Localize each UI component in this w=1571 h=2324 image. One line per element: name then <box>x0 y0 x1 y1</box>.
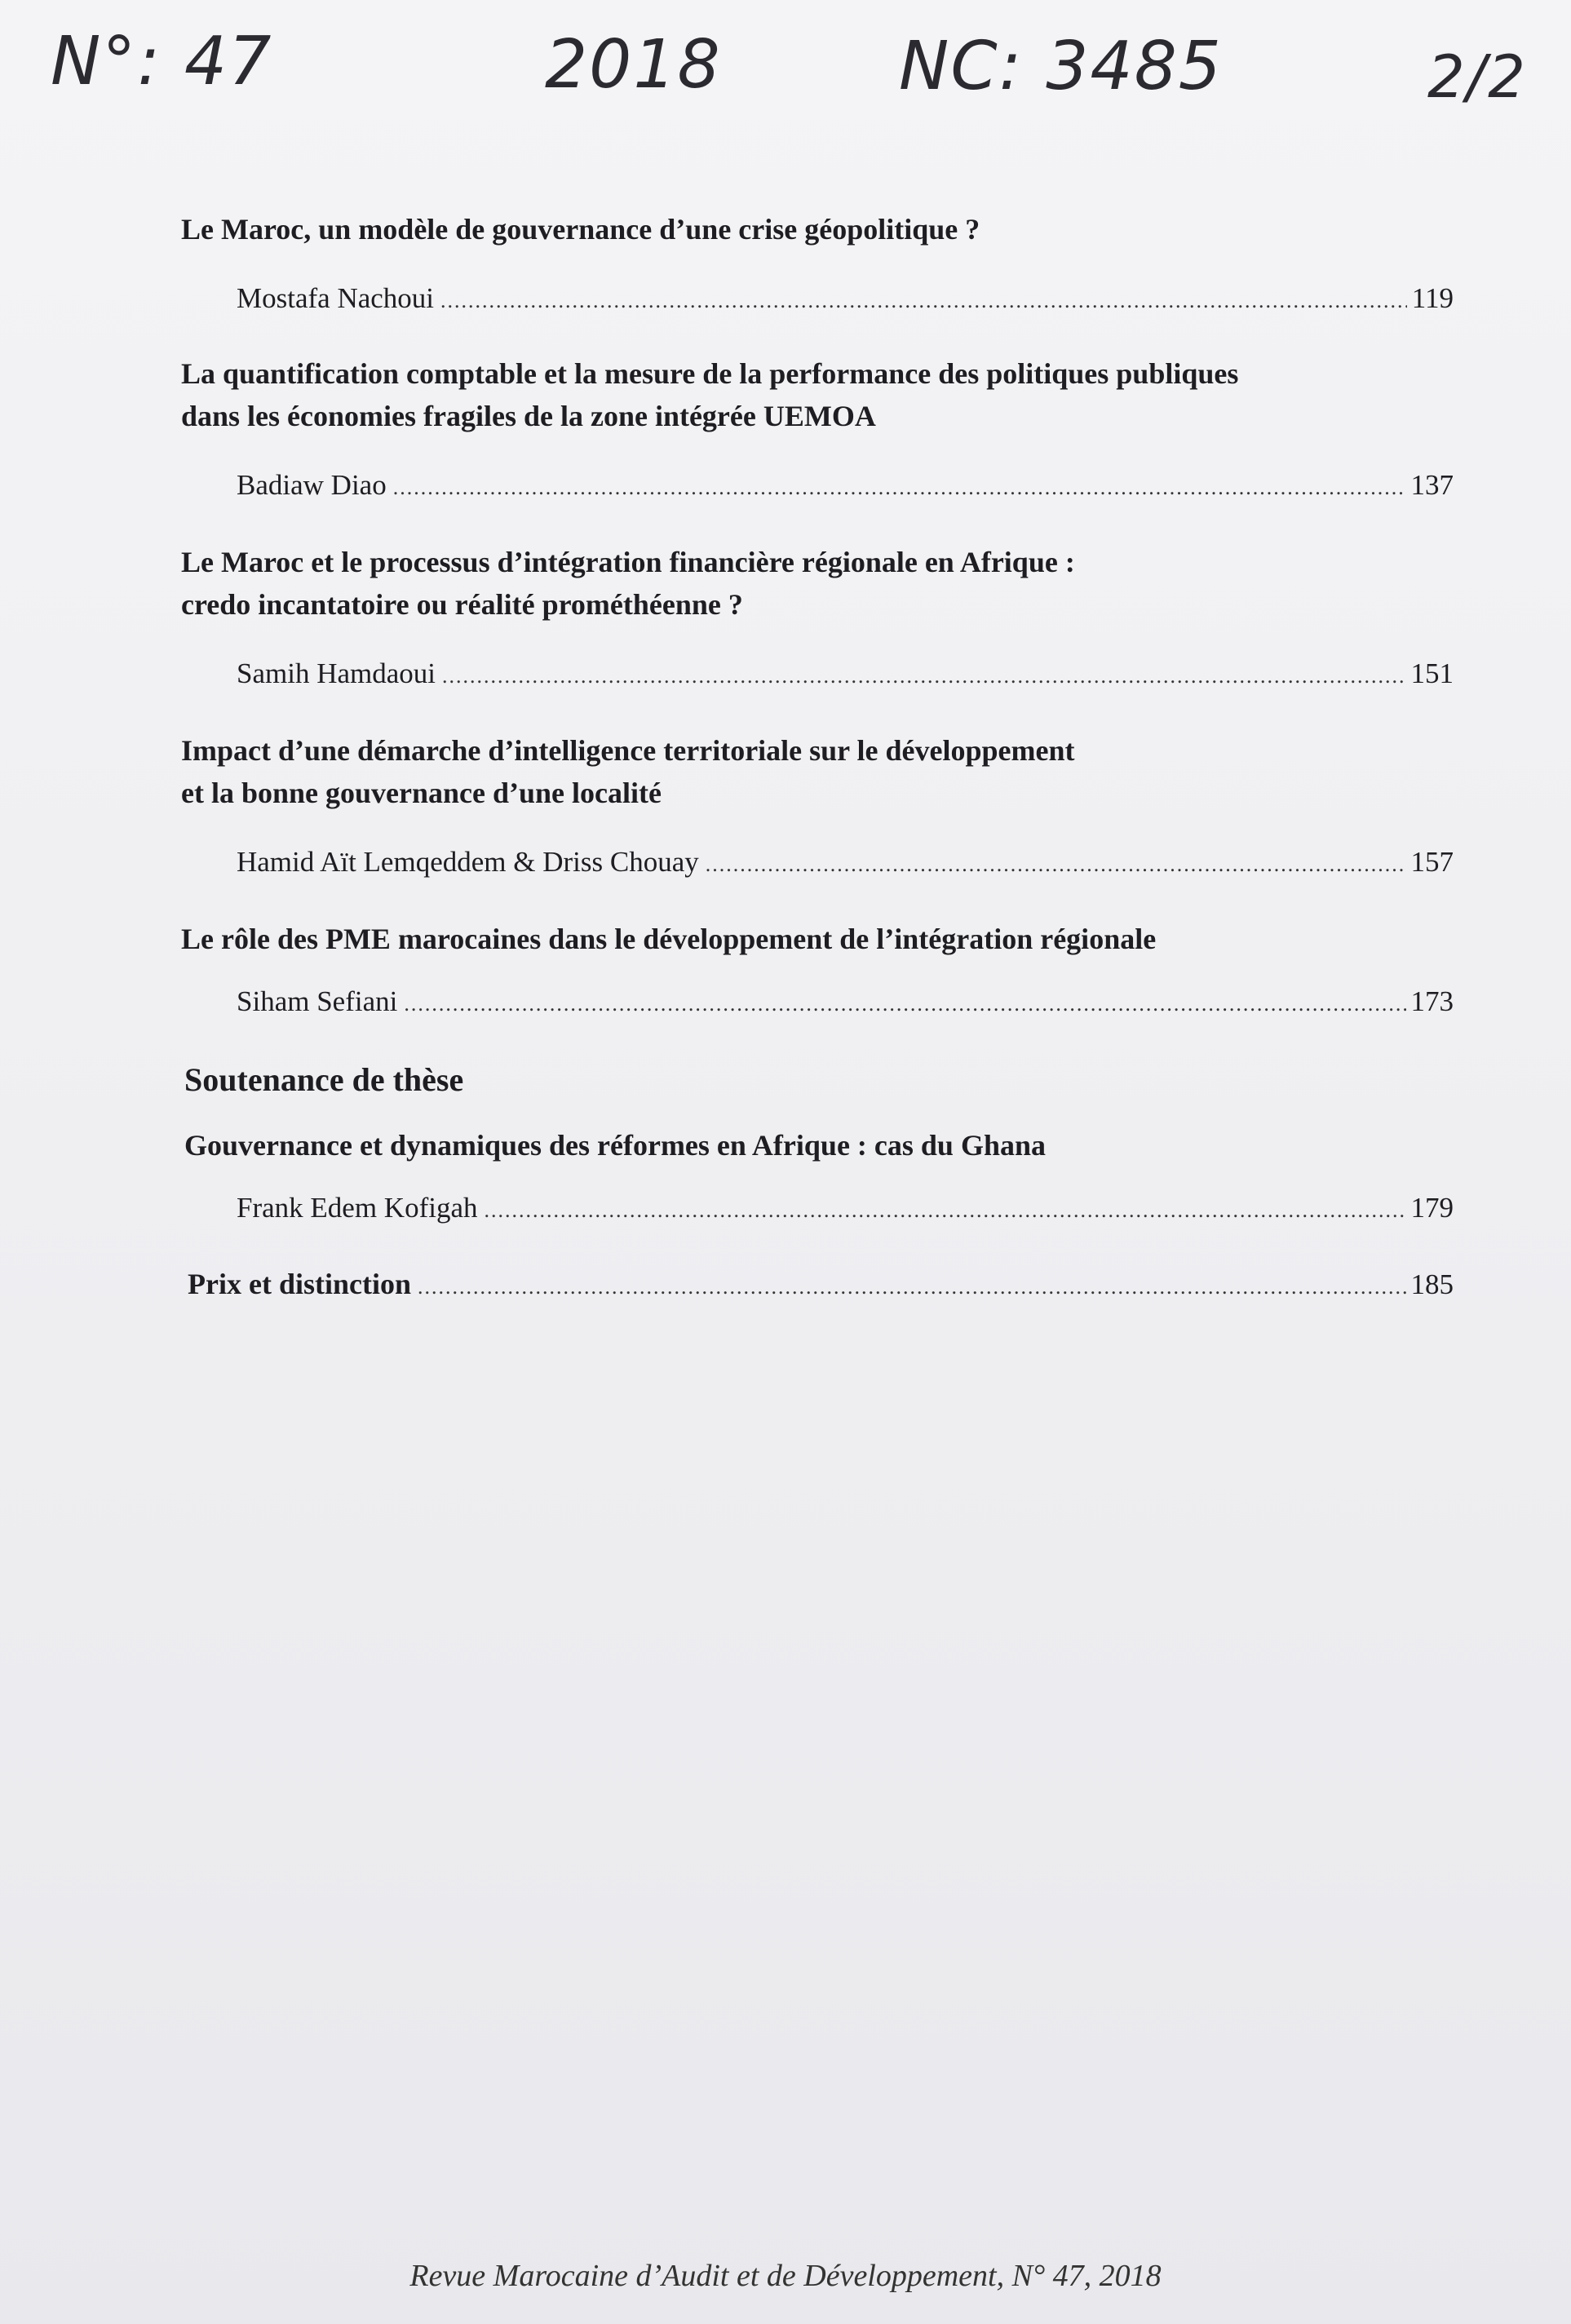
entry-author-line <box>237 981 1454 1025</box>
journal-footer: Revue Marocaine d’Audit et de Développement, N° 47, 2018 <box>409 2259 1162 2293</box>
entry-title: La quantification comptable et la mesure de la performance des politiques publiques dans les économies fragiles de la zone intégrée UEMOA <box>181 357 1239 432</box>
entry-page: 137 <box>1410 469 1454 501</box>
entry-title: Le rôle des PME marocaines dans le développement de l’intégration régionale <box>181 923 1157 955</box>
entry-author: Samih Hamdaoui <box>237 657 436 689</box>
entry-author-line <box>237 1188 1454 1231</box>
toc-entry-prix <box>188 1264 1454 1308</box>
entry-author: Hamid Aït Lemqeddem & Driss Chouay <box>237 846 699 878</box>
handwritten-year: 2018 <box>545 26 722 104</box>
handwritten-annotations <box>0 23 1571 113</box>
handwritten-issue-number: N°: 47 <box>51 23 273 100</box>
toc-entry <box>181 208 1454 321</box>
entry-author: Frank Edem Kofigah <box>237 1192 478 1224</box>
entry-author-line <box>237 465 1454 508</box>
entry-page: 179 <box>1410 1192 1454 1224</box>
dot-leader <box>442 656 1406 697</box>
toc-entry <box>181 1124 1454 1231</box>
dot-leader <box>484 1190 1405 1231</box>
handwritten-call-number: NC: 3485 <box>899 28 1223 105</box>
entry-author-line <box>237 653 1454 697</box>
entry-author-line <box>237 278 1454 321</box>
table-of-contents <box>181 208 1454 1308</box>
dot-leader <box>404 984 1405 1025</box>
entry-title: Impact d’une démarche d’intelligence territoriale sur le développement et la bonne gouvernance d’une localité <box>181 734 1075 809</box>
entry-title: Gouvernance et dynamiques des réformes en Afrique : cas du Ghana <box>184 1129 1046 1162</box>
toc-entry <box>181 352 1454 508</box>
entry-title: Prix et distinction <box>188 1268 411 1300</box>
section-heading-thesis: Soutenance de thèse <box>184 1061 464 1098</box>
entry-author: Badiaw Diao <box>237 469 387 501</box>
handwritten-page-fraction: 2/2 <box>1427 42 1527 111</box>
entry-title: Le Maroc, un modèle de gouvernance d’une crise géopolitique ? <box>181 213 980 246</box>
dot-leader <box>393 467 1406 508</box>
entry-author: Siham Sefiani <box>237 985 398 1017</box>
entry-page: 119 <box>1411 282 1454 314</box>
entry-title: Le Maroc et le processus d’intégration financière régionale en Afrique : credo incantatoire ou réalité prométhéenne ? <box>181 546 1075 621</box>
dot-leader <box>706 844 1406 885</box>
toc-entry <box>181 918 1454 1025</box>
entry-author: Mostafa Nachoui <box>237 282 435 314</box>
toc-entry <box>181 541 1454 697</box>
entry-page: 151 <box>1410 657 1454 689</box>
entry-author-line <box>237 842 1454 885</box>
entry-page: 173 <box>1410 985 1454 1017</box>
toc-entry <box>181 729 1454 885</box>
entry-page: 185 <box>1410 1268 1454 1300</box>
dot-leader <box>440 281 1407 321</box>
entry-page: 157 <box>1410 846 1454 878</box>
dot-leader <box>418 1267 1406 1308</box>
